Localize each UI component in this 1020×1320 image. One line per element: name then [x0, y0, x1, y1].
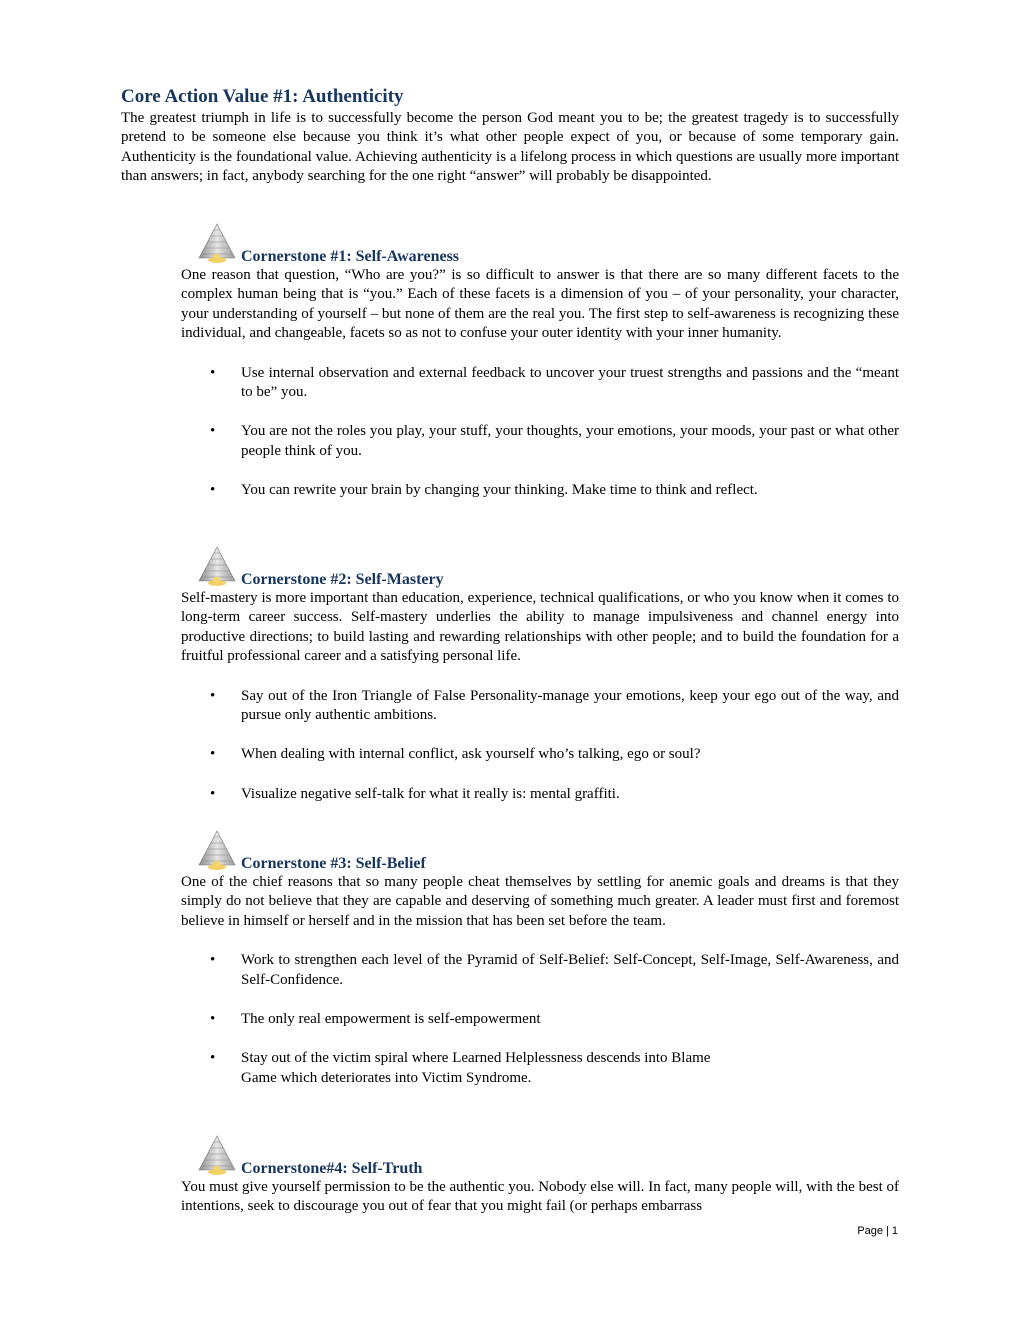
section-title: Cornerstone #2: Self-Mastery	[241, 571, 444, 588]
section-header	[181, 829, 899, 873]
section-paragraph: One reason that question, “Who are you?” is so difficult to answer is that there are so many different facets to the complex human being that is “you.” Each of these facets is a dimension of you – of your personality, your character, your understanding of yourself – but none of them are the real you. The first step to self-awareness is recognizing these individual, and changeable, facets so as not to confuse your outer identity with your inner humanity.	[181, 267, 899, 342]
pyramid-icon	[195, 829, 239, 873]
section-self-belief	[181, 829, 899, 1088]
section-self-truth	[181, 1134, 899, 1217]
bullet-list	[181, 364, 899, 501]
list-item: • Say out of the Iron Triangle of False Personality-manage your emotions, keep your ego out of the way, and pursue only authentic ambitions.	[181, 687, 899, 726]
section-title: Cornerstone #1: Self-Awareness	[241, 248, 460, 265]
bullet-list	[181, 687, 899, 805]
pyramid-icon	[195, 545, 239, 589]
page-title: Core Action Value #1: Authenticity	[121, 86, 404, 107]
section-paragraph: One of the chief reasons that so many people cheat themselves by settling for anemic goals and dreams is that they simply do not believe that they are capable and deserving of something much greater. A leader must first and foremost believe in himself or herself and in the mission that has been set before the team.	[181, 874, 899, 929]
page-separator: |	[886, 1225, 889, 1237]
intro-paragraph: The greatest triumph in life is to successfully become the person God meant you to be; the greatest tragedy is to successfully pretend to be someone else because you think it’s what other people expect of you, or because of some temporary gain. Authenticity is the foundational value. Achieving authenticity is a lifelong process in which questions are usually more important than answers; in fact, anybody searching for the one right “answer” will probably be disappointed.	[121, 110, 899, 185]
list-item: • The only real empowerment is self-empowerment	[181, 1010, 899, 1029]
pyramid-icon	[195, 222, 239, 266]
section-paragraph: You must give yourself permission to be the authentic you. Nobody else will. In fact, many people will, with the best of intentions, seek to discourage you out of fear that you might fail (or perhaps embarrass	[181, 1179, 899, 1215]
list-item: • You are not the roles you play, your stuff, your thoughts, your emotions, your moods, your past or what other people think of you.	[181, 422, 899, 461]
section-self-awareness	[181, 222, 899, 501]
bullet-list	[181, 951, 899, 1088]
page-number-footer	[857, 1225, 898, 1237]
pyramid-icon	[195, 1134, 239, 1178]
list-item: • Use internal observation and external feedback to uncover your truest strengths and passions and the “meant to be” you.	[181, 364, 899, 403]
section-header	[181, 545, 899, 589]
section-header	[181, 1134, 899, 1178]
section-title: Cornerstone #3: Self-Belief	[241, 855, 426, 872]
list-item	[181, 1049, 899, 1088]
section-title: Cornerstone#4: Self-Truth	[241, 1160, 423, 1177]
list-item: • When dealing with internal conflict, ask yourself who’s talking, ego or soul?	[181, 745, 899, 764]
list-item-line: • Stay out of the victim spiral where Learned Helplessness descends into Blame	[241, 1050, 711, 1067]
page-label: Page	[857, 1225, 884, 1237]
section-header	[181, 222, 899, 266]
page-number: 1	[891, 1225, 898, 1237]
list-item: • Visualize negative self-talk for what it really is: mental graffiti.	[181, 785, 899, 804]
list-item: • You can rewrite your brain by changing your thinking. Make time to think and reflect.	[181, 481, 899, 500]
section-paragraph: Self-mastery is more important than education, experience, technical qualifications, or who you know when it comes to long-term career success. Self-mastery underlies the ability to manage impulsiveness and channel energy into productive directions; to build lasting and rewarding relationships with other people; and to build the foundation for a fruitful professional career and a satisfying personal life.	[181, 590, 899, 665]
list-item-line: Game which deteriorates into Victim Syndrome.	[241, 1069, 532, 1086]
list-item: • Work to strengthen each level of the Pyramid of Self-Belief: Self-Concept, Self-Image, Self-Awareness, and Self-Confidence.	[181, 951, 899, 990]
section-self-mastery	[181, 545, 899, 804]
